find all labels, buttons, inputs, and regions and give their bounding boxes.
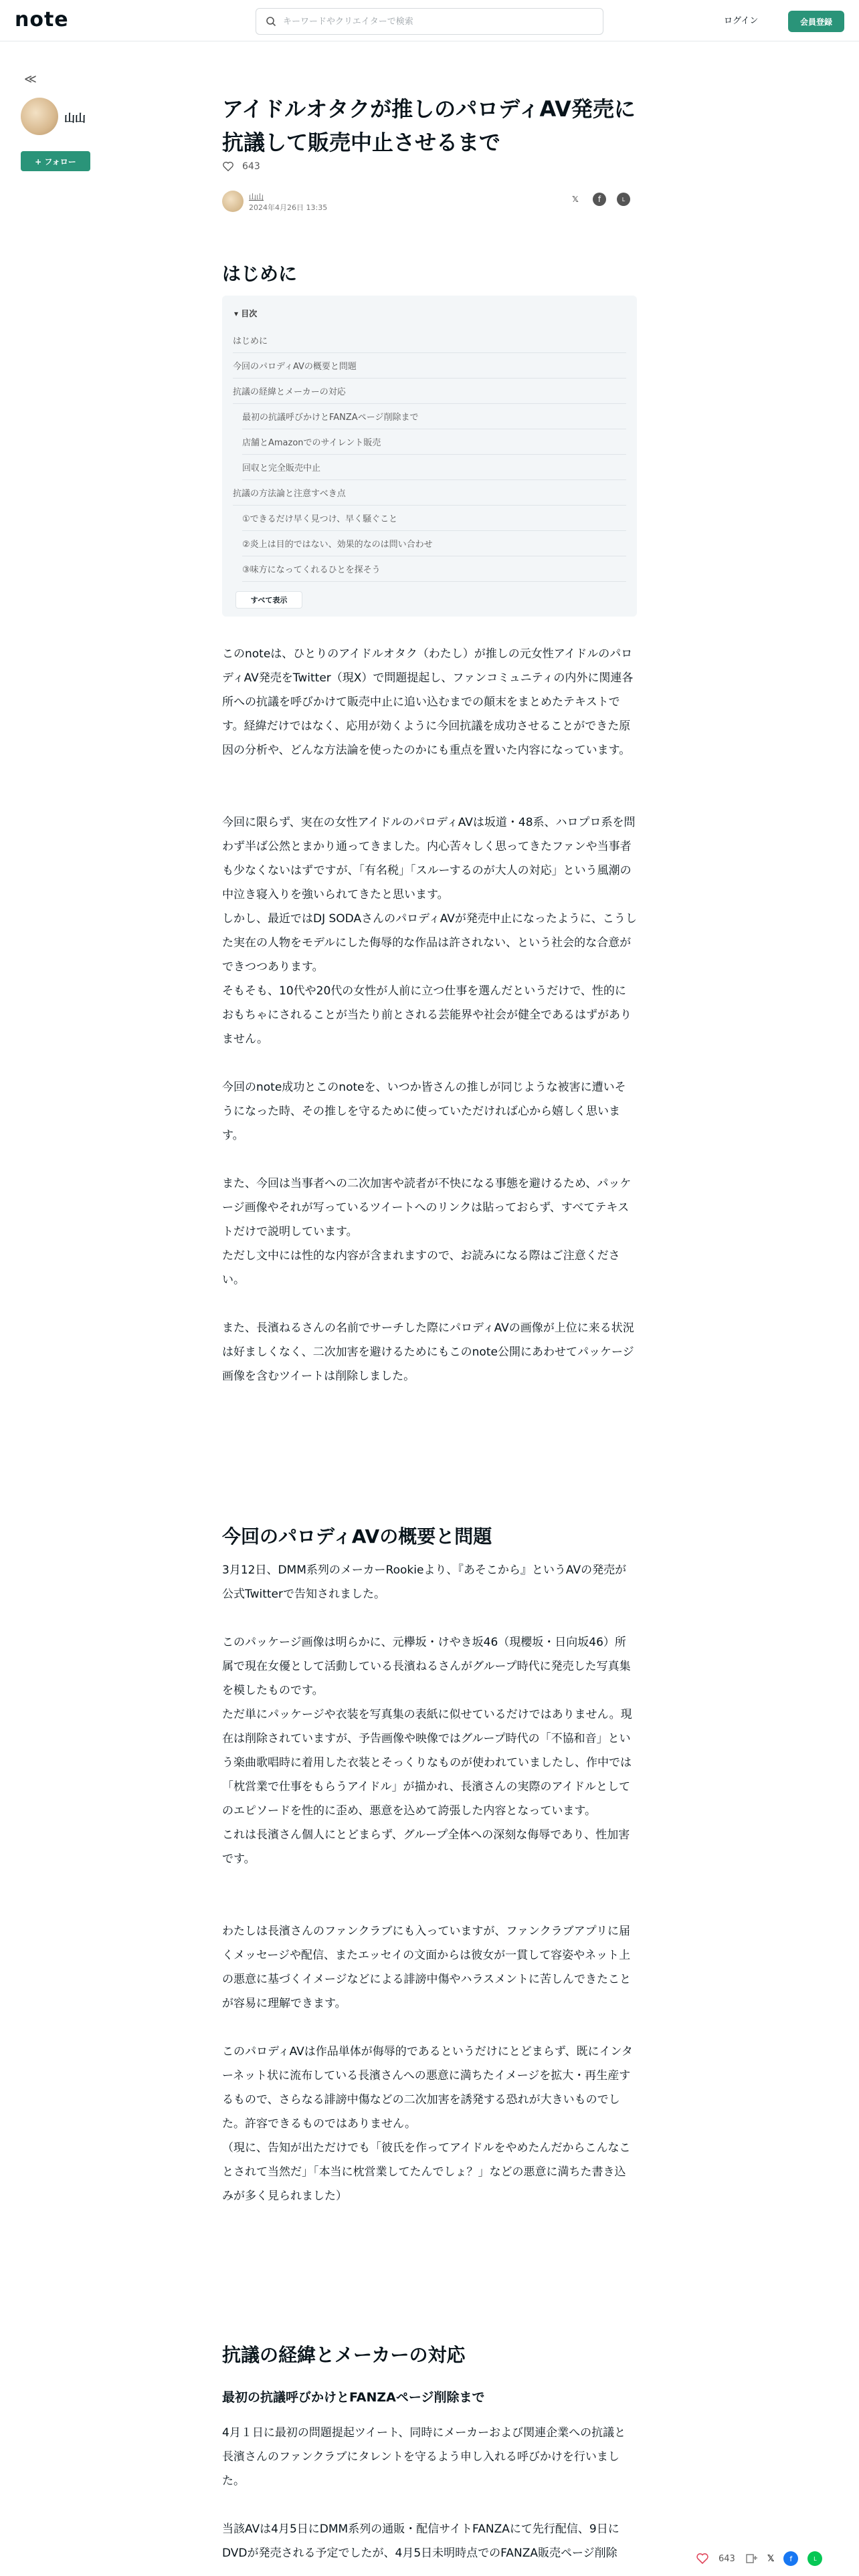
- paragraph: わたしは長濱さんのファンクラブにも入っていますが、ファンクラブアプリに届くメッセージや配信、またエッセイの文面からは彼女が一貫して容姿やネット上の悪意に基づくイメージなどによる誹謗中傷やハラスメントに苦しんできたことが容易に理解できます。: [222, 1925, 631, 2010]
- author-name[interactable]: 山山: [64, 112, 86, 124]
- toc-item[interactable]: ①できるだけ早く見つけ、早く騒ぐこと: [242, 506, 626, 531]
- floating-facebook-icon[interactable]: f: [783, 2551, 798, 2566]
- paragraph: 今回に限らず、実在の女性アイドルのパロディAVは坂道・48系、ハロプロ系を問わず半ば公然とまかり通ってきました。内心苦々しく思ってきたファンや当事者も少なくないはずですが、「有名税」「スルーするのが大人の対応」という風潮の中泣き寝入りを強いられてきたと思います。 しかし、最近ではDJ SODAさんのパロディAVが発売中止になったように、こうした実在の人物をモデルにした侮辱的な作品は許されない、という社会的な合意ができつつあります。 そもそも、10代や20代の女性が人前に立つ仕事を選んだというだけで、性的におもちゃにされることが当たり前とされる芸能界や社会が健全であるはずがありません。: [222, 816, 637, 1046]
- meta-author-name[interactable]: 山山: [249, 193, 264, 201]
- login-link[interactable]: ログイン: [724, 16, 759, 26]
- search-input[interactable]: [283, 17, 591, 27]
- magazine-add-icon[interactable]: [745, 2552, 758, 2565]
- floating-action-bar: [696, 2547, 850, 2571]
- line-share-icon[interactable]: L: [617, 193, 630, 206]
- table-of-contents: [222, 296, 637, 617]
- paragraph: 3月12日、DMM系列のメーカーRookieより、『あそこから』というAVの発売が公式Twitterで告知されました。: [222, 1564, 627, 1601]
- paragraph: 今回のnote成功とこのnoteを、いつか皆さんの推しが同じような被害に遭いそうになった時、その推しを守るために使っていただければ心から嬉しく思います。: [222, 1081, 626, 1142]
- note-logo[interactable]: note: [15, 8, 69, 31]
- publish-date: 2024年4月26日 13:35: [249, 203, 328, 212]
- x-share-icon[interactable]: 𝕏: [572, 195, 579, 204]
- floating-line-icon[interactable]: L: [807, 2551, 822, 2566]
- section-heading-process: 抗議の経緯とメーカーの対応: [222, 2344, 466, 2366]
- toc-item[interactable]: 回収と完全販売中止: [242, 455, 626, 480]
- floating-like-count: 643: [719, 2553, 735, 2564]
- like-heart-icon[interactable]: [696, 2552, 709, 2565]
- toc-item[interactable]: はじめに: [233, 328, 626, 353]
- article-header: [222, 92, 637, 212]
- paragraph: また、長濱ねるさんの名前でサーチした際にパロディAVの画像が上位に来る状況は好ましくなく、二次加害を避けるためにもこのnote公開にあわせてパッケージ画像を含むツイートは削除しました。: [222, 1321, 634, 1383]
- paragraph: このパッケージ画像は明らかに、元欅坂・けやき坂46（現櫻坂・日向坂46）所属で現在女優として活動している長濱ねるさんがグループ時代に発売した写真集を模したものです。 ただ単にパッケージや衣装を写真集の表紙に似せているだけではありません。現在は削除されていますが、予告画像や映像ではグループ時代の「不協和音」という楽曲歌唱時に着用した衣装とそっくりなものが使われていましたし、作中では「枕営業で仕事をもらうアイドル」が描かれ、長濱さんの実際のアイドルとしてのエピソードを性的に歪め、悪意を込めて誇張した内容となっています。 これは長濱さん個人にとどまらず、グループ全体への深刻な侮辱であり、性加害です。: [222, 1636, 632, 1866]
- floating-x-icon[interactable]: 𝕏: [767, 2553, 775, 2564]
- like-count: 643: [242, 161, 260, 172]
- signup-button[interactable]: 会員登録: [788, 11, 844, 32]
- search-box[interactable]: [256, 8, 603, 35]
- paragraph: 当該AVは4月5日にDMM系列の通販・配信サイトFANZAにて先行配信、9日にDVDが発売される予定でしたが、4月5日未明時点でのFANZA販売ページ削除: [222, 2523, 619, 2560]
- heart-icon[interactable]: [222, 160, 234, 173]
- search-icon: [266, 16, 276, 27]
- follow-button[interactable]: + フォロー: [21, 151, 90, 171]
- collapse-sidebar-icon[interactable]: ≪: [24, 72, 37, 86]
- like-counter[interactable]: [222, 160, 260, 173]
- paragraph: このパロディAVは作品単体が侮辱的であるというだけにとどまらず、既にインターネット状に流布している長濱さんへの悪意に満ちたイメージを拡大・再生産するもので、さらなる誹謗中傷などの二次加害を誘発する恐れが大きいものでした。許容できるものではありません。 （現に、告知が出ただけでも「彼氏を作ってアイドルをやめたんだからこんなことされて当然だ」「本当に枕営業してたんでしょ？」などの悪意に満ちた書き込みが多く見られました）: [222, 2045, 633, 2203]
- toc-item[interactable]: 最初の抗議呼びかけとFANZAページ削除まで: [242, 404, 626, 429]
- section-heading-intro: はじめに: [222, 263, 298, 285]
- subsection-heading: 最初の抗議呼びかけとFANZAページ削除まで: [222, 2390, 485, 2405]
- meta-author-avatar[interactable]: [222, 191, 244, 212]
- article-title: アイドルオタクが推しのパロディAV発売に抗議して販売中止させるまで: [222, 96, 636, 155]
- section-heading-overview: 今回のパロディAVの概要と問題: [222, 1525, 492, 1547]
- toc-item[interactable]: 抗議の経緯とメーカーの対応: [233, 379, 626, 404]
- toc-item[interactable]: 店舗とAmazonでのサイレント販売: [242, 429, 626, 455]
- toc-header[interactable]: ▾ 目次: [234, 309, 258, 318]
- toc-item[interactable]: ②炎上は目的ではない、効果的なのは問い合わせ: [242, 531, 626, 556]
- global-header: [0, 0, 859, 41]
- toc-item[interactable]: 抗議の方法論と注意すべき点: [233, 480, 626, 506]
- paragraph: このnoteは、ひとりのアイドルオタク（わたし）が推しの元女性アイドルのパロディAV発売をTwitter（現X）で問題提起し、ファンコミュニティの内外に関連各所への抗議を呼びかけて販売中止に追い込むまでの顛末をまとめたテキストです。経緯だけではなく、応用が効くように今回抗議を成功させることができた原因の分析や、どんな方法論を使ったのかにも重点を置いた内容になっています。: [222, 647, 634, 757]
- toc-item[interactable]: 今回のパロディAVの概要と問題: [233, 353, 626, 379]
- toc-item[interactable]: ③味方になってくれるひとを探そう: [242, 556, 626, 582]
- share-buttons: [569, 193, 630, 206]
- paragraph: また、今回は当事者への二次加害や読者が不快になる事態を避けるため、パッケージ画像やそれが写っているツイートへのリンクは貼っておらず、すべてテキストだけで説明しています。 ただし文中には性的な内容が含まれますので、お読みになる際はご注意ください。: [222, 1177, 632, 1287]
- author-avatar[interactable]: [21, 98, 58, 135]
- facebook-share-icon[interactable]: f: [593, 193, 606, 206]
- paragraph: 4月１日に最初の問題提起ツイート、同時にメーカーおよび関連企業への抗議と長濱さんのファンクラブにタレントを守るよう申し入れる呼びかけを行いました。: [222, 2426, 626, 2488]
- toc-show-all-button[interactable]: すべて表示: [235, 591, 302, 609]
